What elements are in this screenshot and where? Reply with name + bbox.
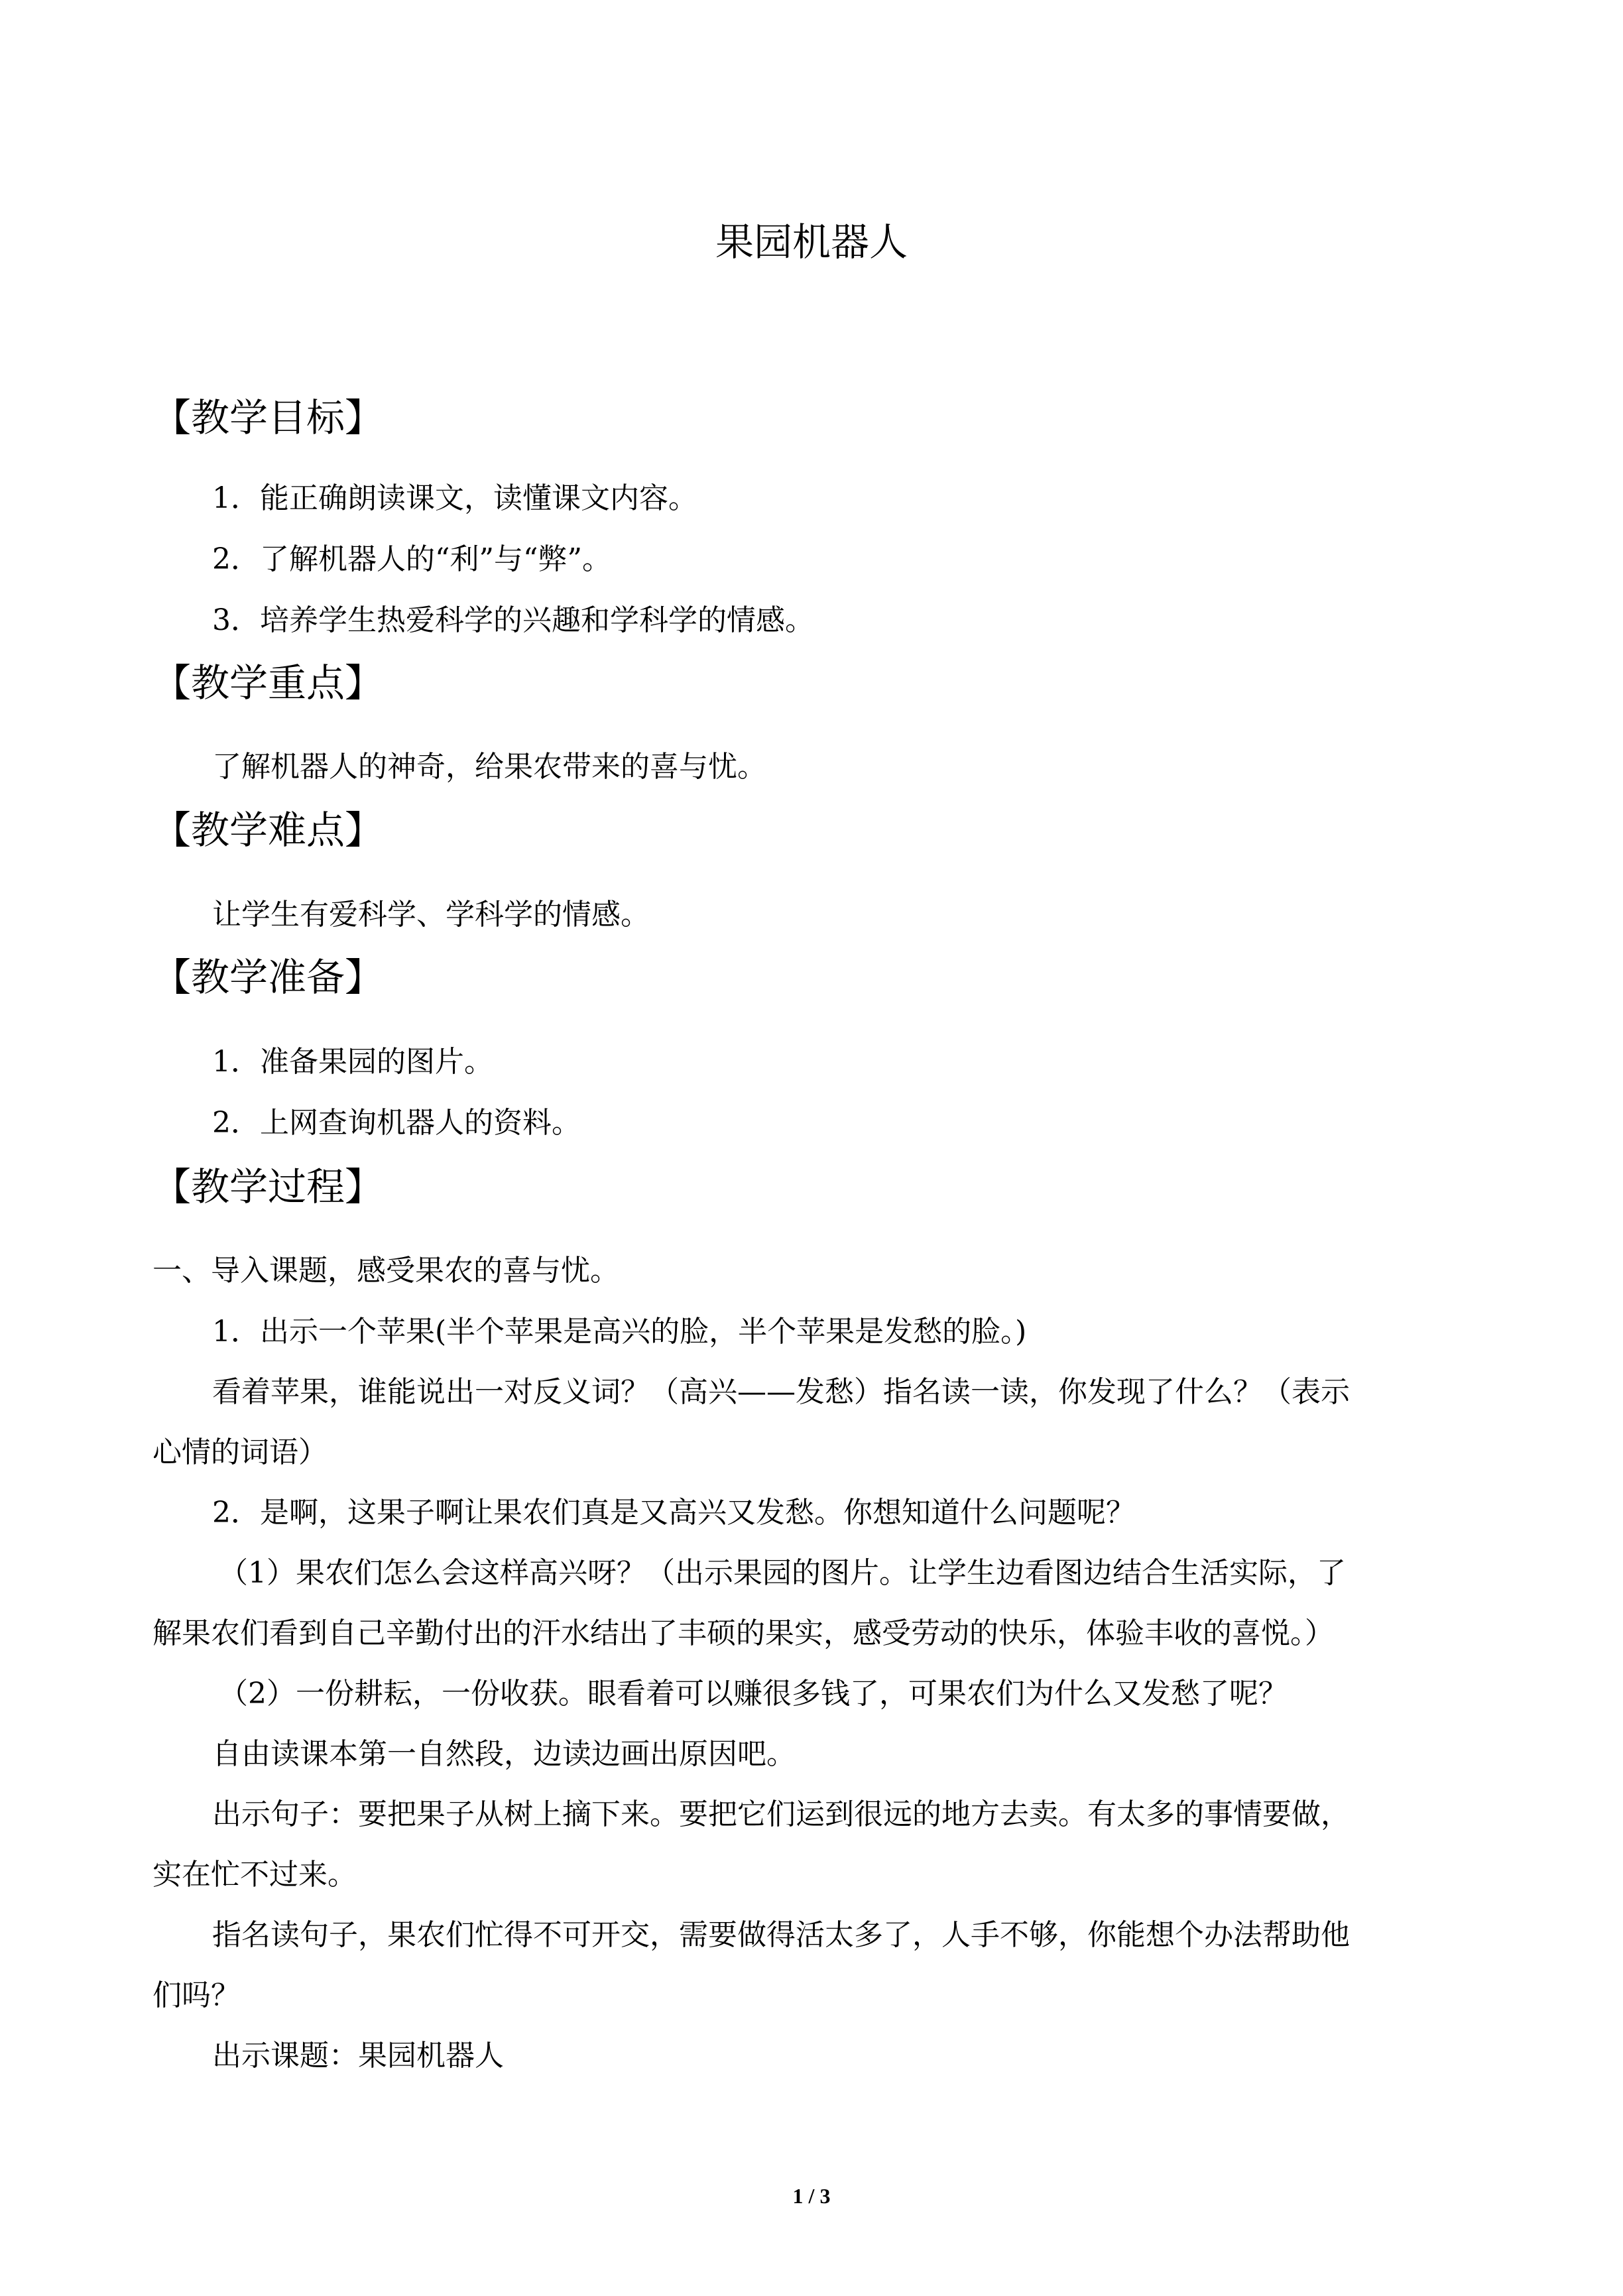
- process-question-1-line-1: （1）果农们怎么会这样高兴呀？（出示果园的图片。让学生边看图边结合生活实际，了: [219, 1556, 1346, 1590]
- process-show-title: 出示课题：果园机器人: [212, 2039, 504, 2073]
- process-question-2: （2）一份耕耘，一份收获。眼看着可以赚很多钱了，可果农们为什么又发愁了呢？: [219, 1677, 1288, 1711]
- process-name-read-line-1: 指名读句子，果农们忙得不可开交，需要做得活太多了，人手不够，你能想个办法帮助他: [212, 1918, 1350, 1952]
- document-title: 果园机器人: [715, 219, 908, 265]
- heading-teaching-goals: 【教学目标】: [152, 395, 384, 440]
- difficulty-text: 让学生有爱科学、学科学的情感。: [212, 898, 650, 932]
- process-question-1-line-2: 解果农们看到自己辛勤付出的汗水结出了丰硕的果实，感受劳动的快乐，体验丰收的喜悦。）: [152, 1616, 1334, 1650]
- process-step-1-question-line-2: 心情的词语）: [152, 1435, 328, 1469]
- process-show-sentence-line-1: 出示句子：要把果子从树上摘下来。要把它们运到很远的地方去卖。有太多的事情要做，: [212, 1797, 1350, 1831]
- heading-teaching-prep: 【教学准备】: [152, 955, 384, 1000]
- process-part-1: 一、导入课题，感受果农的喜与忧。: [152, 1254, 619, 1288]
- goal-item-1: 1．能正确朗读课文，读懂课文内容。: [212, 481, 697, 515]
- prep-item-1: 1．准备果园的图片。: [212, 1045, 493, 1079]
- prep-item-2: 2．上网查询机器人的资料。: [212, 1106, 581, 1140]
- focus-text: 了解机器人的神奇，给果农带来的喜与忧。: [212, 750, 766, 784]
- process-show-sentence-line-2: 实在忙不过来。: [152, 1858, 357, 1892]
- process-step-1: 1．出示一个苹果(半个苹果是高兴的脸，半个苹果是发愁的脸。): [212, 1315, 1027, 1349]
- heading-teaching-focus: 【教学重点】: [152, 660, 384, 705]
- process-free-reading: 自由读课本第一自然段，边读边画出原因吧。: [212, 1737, 796, 1771]
- goal-item-3: 3．培养学生热爱科学的兴趣和学科学的情感。: [212, 603, 814, 637]
- process-name-read-line-2: 们吗？: [152, 1978, 240, 2012]
- heading-teaching-difficulty: 【教学难点】: [152, 808, 384, 853]
- heading-teaching-process: 【教学过程】: [152, 1164, 384, 1209]
- page-number: 1 / 3: [792, 2184, 831, 2208]
- process-step-1-question-line-1: 看着苹果，谁能说出一对反义词？（高兴——发愁）指名读一读，你发现了什么？（表示: [212, 1375, 1350, 1409]
- goal-item-2: 2．了解机器人的“利”与“弊”。: [212, 542, 611, 576]
- process-step-2: 2．是啊，这果子啊让果农们真是又高兴又发愁。你想知道什么问题呢？: [212, 1496, 1135, 1530]
